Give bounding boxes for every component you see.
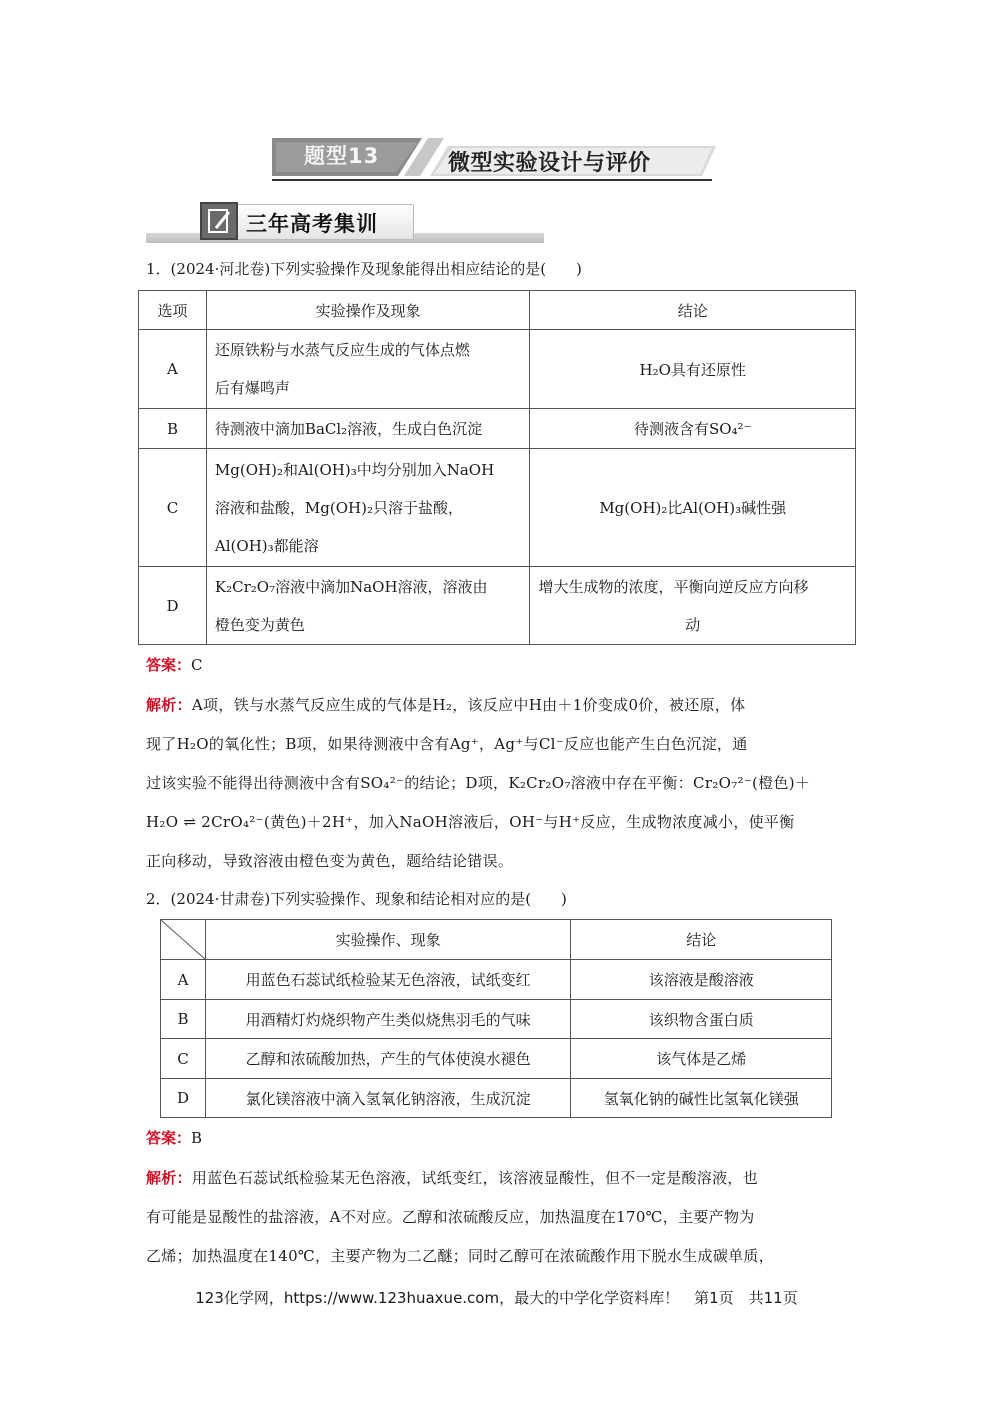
question-1-explanation-line <box>146 694 745 715</box>
question-2-stem: 2．(2024·甘肃卷)下列实验操作、现象和结论相对应的是( ) <box>146 890 567 908</box>
row-option: B <box>161 1000 206 1039</box>
question-1-stem: 1．(2024·河北卷)下列实验操作及现象能得出相应结论的是( ) <box>146 260 582 278</box>
banner-topic-title: 微型实验设计与评价 <box>448 151 651 176</box>
question-2-explanation-line: 有可能是显酸性的盐溶液，A不对应。乙醇和浓硫酸反应，加热温度在170℃，主要产物为 <box>146 1208 755 1226</box>
question-2-explanation-line <box>146 1167 758 1188</box>
explanation-text: 用蓝色石蕊试纸检验某无色溶液，试纸变红，该溶液显酸性，但不一定是酸溶液，也 <box>191 1169 759 1187</box>
question-1-answer <box>146 655 203 675</box>
question-1-explanation-line: 正向移动，导致溶液由橙色变为黄色，题给结论错误。 <box>146 852 514 870</box>
header-conclusion: 结论 <box>571 920 832 960</box>
table-row <box>139 330 856 409</box>
row-conclusion: 该织物含蛋白质 <box>571 1000 832 1039</box>
section-title: 三年高考集训 <box>246 212 378 236</box>
answer-value: C <box>191 656 203 674</box>
question-2-table <box>160 919 832 1118</box>
row-conclusion <box>530 567 856 645</box>
explanation-text: A项，铁与水蒸气反应生成的气体是H₂，该反应中H由＋1价变成0价，被还原，体 <box>191 696 746 714</box>
section-header <box>146 200 546 246</box>
header-diagonal-cell <box>161 920 206 960</box>
banner-topic-number: 题型13 <box>304 144 380 168</box>
question-2-explanation-line: 乙烯；加热温度在140℃，主要产物为二乙醚；同时乙醇可在浓硫酸作用下脱水生成碳单质， <box>146 1247 775 1265</box>
row-operation <box>206 330 530 409</box>
question-1-table <box>138 290 856 645</box>
row-conclusion: 待测液含有SO₄²⁻ <box>530 409 856 449</box>
header-conclusion: 结论 <box>530 291 856 330</box>
table-row <box>139 449 856 567</box>
row-operation: 待测液中滴加BaCl₂溶液，生成白色沉淀 <box>206 409 530 449</box>
row-conclusion: H₂O具有还原性 <box>530 330 856 409</box>
diagonal-line <box>161 920 206 960</box>
answer-label: 答案： <box>146 1129 192 1147</box>
row-operation: 氯化镁溶液中滴入氢氧化钠溶液，生成沉淀 <box>205 1079 570 1118</box>
table-row <box>139 409 856 449</box>
table-row <box>161 1079 832 1118</box>
title-banner <box>272 132 722 186</box>
conclusion-line: 动 <box>685 615 701 634</box>
table-row <box>161 960 832 1000</box>
table-row <box>139 567 856 645</box>
operation-line: Mg(OH)₂和Al(OH)₃中均分别加入NaOH <box>214 460 495 479</box>
row-conclusion: 该气体是乙烯 <box>571 1039 832 1079</box>
row-option: A <box>161 960 206 1000</box>
row-operation: 用蓝色石蕊试纸检验某无色溶液，试纸变红 <box>205 960 570 1000</box>
operation-line: Al(OH)₃都能溶 <box>214 536 319 555</box>
table-row <box>161 1039 832 1079</box>
question-1-explanation-line: 现了H₂O的氧化性；B项，如果待测液中含有Ag⁺，Ag⁺与Cl⁻反应也能产生白色沉淀，通 <box>146 735 748 753</box>
operation-line: 溶液和盐酸，Mg(OH)₂只溶于盐酸， <box>214 498 463 517</box>
row-option: C <box>161 1039 206 1079</box>
row-conclusion: 该溶液是酸溶液 <box>571 960 832 1000</box>
question-1-explanation-line: H₂O ⇌ 2CrO₄²⁻(黄色)＋2H⁺，加入NaOH溶液后，OH⁻与H⁺反应，生成物浓度减小，使平衡 <box>146 813 795 831</box>
operation-line: 橙色变为黄色 <box>214 615 305 634</box>
answer-value: B <box>191 1129 203 1147</box>
header-operation: 实验操作、现象 <box>205 920 570 960</box>
table-row <box>161 1000 832 1039</box>
operation-line: 后有爆鸣声 <box>214 379 290 397</box>
operation-line: 还原铁粉与水蒸气反应生成的气体点燃 <box>214 341 470 359</box>
row-option: B <box>139 409 207 449</box>
pencil-note-icon <box>200 202 238 240</box>
row-option: C <box>139 449 207 567</box>
answer-label: 答案： <box>146 656 192 674</box>
explanation-label: 解析： <box>146 1169 192 1187</box>
row-option: A <box>139 330 207 409</box>
question-1-explanation-line: 过该实验不能得出待测液中含有SO₄²⁻的结论；D项，K₂Cr₂O₇溶液中存在平衡：Cr₂O₇²⁻(橙色)＋ <box>146 774 811 792</box>
row-conclusion: 氢氧化钠的碱性比氢氧化镁强 <box>571 1079 832 1118</box>
question-2-answer <box>146 1128 202 1148</box>
operation-line: K₂Cr₂O₇溶液中滴加NaOH溶液，溶液由 <box>214 577 488 596</box>
row-operation: 乙醇和浓硫酸加热，产生的气体使溴水褪色 <box>205 1039 570 1079</box>
table-header-row <box>139 291 856 330</box>
row-option: D <box>161 1079 206 1118</box>
row-operation <box>206 567 530 645</box>
row-operation: 用酒精灯灼烧织物产生类似烧焦羽毛的气味 <box>205 1000 570 1039</box>
conclusion-line: 增大生成物的浓度，平衡向逆反应方向移 <box>538 577 809 596</box>
row-option: D <box>139 567 207 645</box>
page-footer: 123化学网，https://www.123huaxue.com，最大的中学化学资料库！ 第1页 共11页 <box>195 1289 798 1307</box>
table-header-row <box>161 920 832 960</box>
row-operation <box>206 449 530 567</box>
header-option: 选项 <box>139 291 207 330</box>
header-operation: 实验操作及现象 <box>206 291 530 330</box>
explanation-label: 解析： <box>146 696 192 714</box>
row-conclusion: Mg(OH)₂比Al(OH)₃碱性强 <box>530 449 856 567</box>
